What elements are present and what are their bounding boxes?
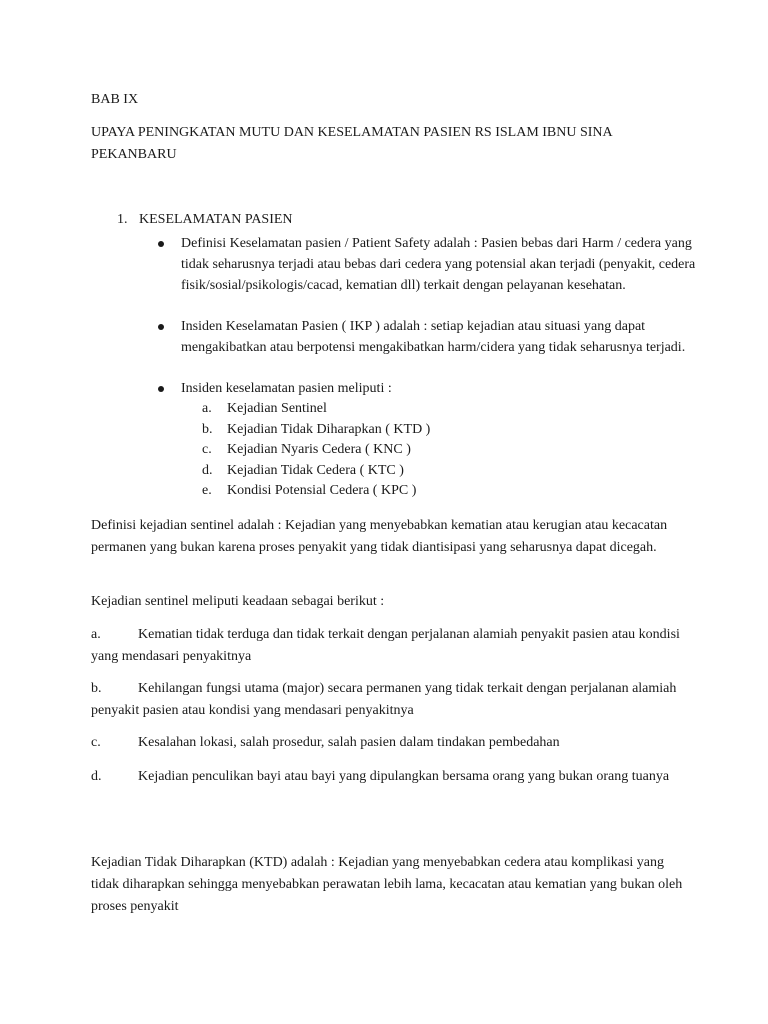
sentinel-item [91, 678, 691, 722]
sentinel-item-letter: a. [91, 627, 101, 642]
sub-item-letter: e. [202, 483, 212, 498]
sub-item-text: Kondisi Potensial Cedera ( KPC ) [227, 483, 417, 498]
sub-item-text: Kejadian Tidak Cedera ( KTC ) [227, 463, 404, 478]
sub-item-letter: d. [202, 463, 213, 478]
bullet-item-patient-safety: Definisi Keselamatan pasien / Patient Safety adalah : Pasien bebas dari Harm / cedera yang tidak seharusnya terjadi atau bebas dari cedera yang potensial akan terjadi (penyakit, cedera fisik/sosial/psikologis/cacad, kematian dll) terkait dengan pelayanan kesehatan. [181, 236, 696, 293]
paragraph-sentinel-intro: Kejadian sentinel meliputi keadaan sebagai berikut : [91, 594, 385, 609]
sentinel-item-text: Kesalahan lokasi, salah prosedur, salah pasien dalam tindakan pembedahan [138, 735, 560, 750]
sub-item-letter: a. [202, 401, 212, 416]
bullet-icon [158, 386, 164, 392]
sub-item-letter: b. [202, 422, 213, 437]
bullet-icon [158, 324, 164, 330]
sentinel-item-text: Kejadian penculikan bayi atau bayi yang dipulangkan bersama orang yang bukan orang tuanya [138, 769, 670, 784]
sentinel-item [91, 732, 691, 754]
sub-item-text: Kejadian Nyaris Cedera ( KNC ) [227, 442, 411, 457]
sentinel-item [91, 766, 691, 788]
sentinel-item [91, 624, 691, 668]
sentinel-item-letter: d. [91, 769, 102, 784]
paragraph-ktd-definition: Kejadian Tidak Diharapkan (KTD) adalah : Kejadian yang menyebabkan cedera atau komplikasi yang tidak diharapkan sehingga menyebabkan perawatan lebih lama, kecacatan atau kematian yang bukan oleh proses penyakit [91, 855, 683, 914]
sub-item-letter: c. [202, 442, 212, 457]
bullet-item-incident-types: Insiden keselamatan pasien meliputi : [181, 381, 392, 396]
bullet-item-ikp: Insiden Keselamatan Pasien ( IKP ) adalah : setiap kejadian atau situasi yang dapat mengakibatkan atau berpotensi mengakibatkan harm/cidera yang tidak seharusnya terjadi. [181, 319, 686, 355]
sentinel-item-letter: b. [91, 681, 102, 696]
chapter-title-line-2: PEKANBARU [91, 147, 177, 162]
chapter-heading: BAB IX [91, 92, 139, 107]
section-number: 1. [117, 212, 128, 227]
sub-item-text: Kejadian Tidak Diharapkan ( KTD ) [227, 422, 431, 437]
sentinel-item-letter: c. [91, 735, 101, 750]
section-title: KESELAMATAN PASIEN [139, 212, 293, 227]
bullet-icon [158, 241, 164, 247]
paragraph-sentinel-definition: Definisi kejadian sentinel adalah : Kejadian yang menyebabkan kematian atau kerugian atau kecacatan permanen yang bukan karena proses penyakit yang tidak diantisipasi yang seharusnya dapat dicegah. [91, 518, 668, 555]
sentinel-item-text: Kematian tidak terduga dan tidak terkait dengan perjalanan alamiah penyakit pasien atau kondisi yang mendasari penyakitnya [91, 627, 680, 664]
chapter-title-line-1: UPAYA PENINGKATAN MUTU DAN KESELAMATAN PASIEN RS ISLAM IBNU SINA [91, 125, 613, 140]
sentinel-item-text: Kehilangan fungsi utama (major) secara permanen yang tidak terkait dengan perjalanan alamiah penyakit pasien atau kondisi yang mendasari penyakitnya [91, 681, 677, 718]
sub-item-text: Kejadian Sentinel [227, 401, 327, 416]
